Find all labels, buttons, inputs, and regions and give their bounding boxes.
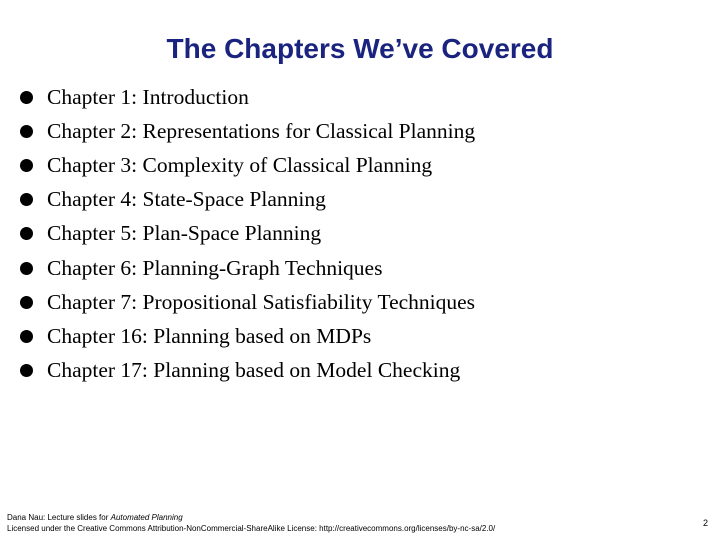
footer-license: Licensed under the Creative Commons Attribution-NonCommercial-ShareAlike License: http://creativecommons.org/licenses/by-nc-sa/2.0/	[7, 524, 496, 533]
chapter-label: Chapter 4: State-Space Planning	[47, 187, 326, 212]
list-item	[20, 80, 475, 114]
page-number: 2	[702, 518, 708, 528]
chapter-label: Chapter 1: Introduction	[47, 84, 249, 109]
bullet-icon	[20, 227, 33, 240]
bullet-icon	[20, 125, 33, 138]
list-item	[20, 354, 475, 388]
bullet-icon	[20, 91, 33, 104]
list-item	[20, 183, 475, 217]
bullet-icon	[20, 262, 33, 275]
chapter-label: Chapter 16: Planning based on MDPs	[47, 323, 372, 348]
chapter-label: Chapter 7: Propositional Satisfiability Techniques	[47, 289, 476, 314]
slide-title: The Chapters We’ve Covered	[166, 33, 554, 64]
chapter-label: Chapter 2: Representations for Classical Planning	[47, 118, 476, 143]
chapter-list	[20, 80, 475, 388]
list-item	[20, 148, 475, 182]
bullet-icon	[20, 193, 33, 206]
footer-book-title: Automated Planning	[110, 513, 183, 522]
list-item	[20, 319, 475, 353]
list-item	[20, 114, 475, 148]
bullet-icon	[20, 364, 33, 377]
footer-credit	[7, 512, 495, 523]
list-item	[20, 251, 475, 285]
bullet-icon	[20, 330, 33, 343]
chapter-label: Chapter 5: Plan-Space Planning	[47, 221, 322, 246]
footer-credit-prefix: Dana Nau: Lecture slides for	[7, 513, 111, 522]
slide-footer	[7, 512, 495, 534]
bullet-icon	[20, 159, 33, 172]
chapter-label: Chapter 17: Planning based on Model Checking	[47, 358, 461, 383]
list-item	[20, 217, 475, 251]
chapter-label: Chapter 6: Planning-Graph Techniques	[47, 255, 383, 280]
chapter-label: Chapter 3: Complexity of Classical Planning	[47, 152, 433, 177]
bullet-icon	[20, 296, 33, 309]
list-item	[20, 285, 475, 319]
